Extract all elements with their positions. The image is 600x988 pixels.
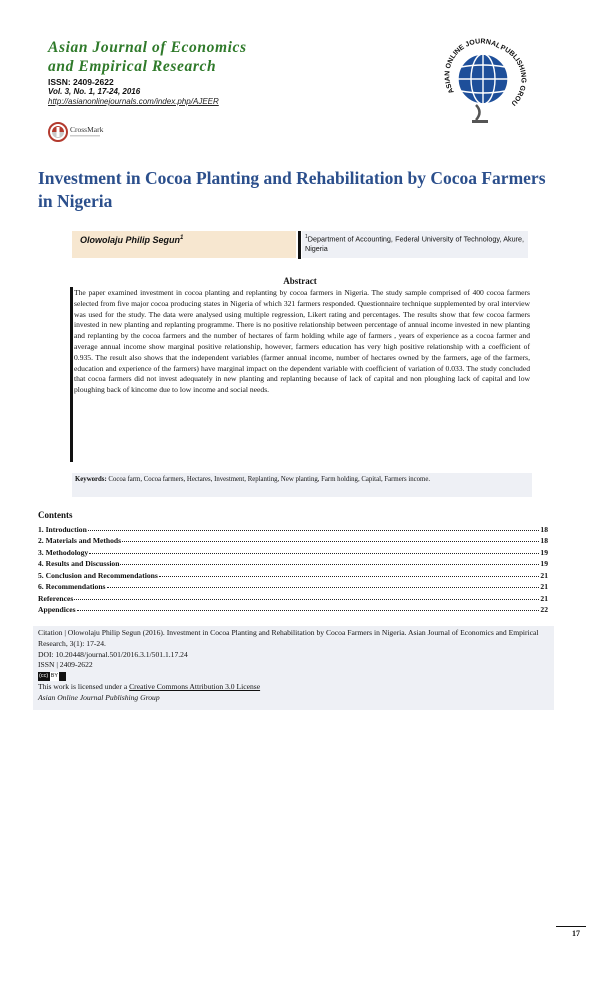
toc-item-recommendations[interactable]: 6. Recommendations 21 bbox=[38, 582, 548, 591]
citation-issn: ISSN | 2409-2622 bbox=[38, 660, 93, 670]
cc-license-badge[interactable]: (cc) BY bbox=[38, 672, 66, 681]
crossmark-label: CrossMark bbox=[70, 125, 104, 134]
keywords bbox=[75, 475, 529, 485]
publisher-name: Asian Online Journal Publishing Group bbox=[38, 692, 160, 702]
page-number: 17 bbox=[572, 929, 580, 938]
toc-item-introduction[interactable]: 1. Introduction 18 bbox=[38, 524, 548, 534]
toc-item-results-discussion[interactable]: 4. Results and Discussion 19 bbox=[38, 559, 548, 568]
journal-title-line1: Asian Journal of Economics bbox=[48, 39, 247, 56]
author-affiliation: $^1$Department of Accounting, Federal University of Technology, Akure, Nigeria bbox=[305, 234, 524, 253]
citation-block bbox=[38, 628, 548, 704]
toc-item-references[interactable]: References 21 bbox=[38, 593, 548, 603]
toc-item-methodology[interactable]: 3. Methodology 19 bbox=[38, 547, 548, 557]
license-link[interactable]: Creative Commons Attribution 3.0 License bbox=[129, 681, 261, 691]
journal-title-line2: and Empirical Research bbox=[48, 58, 217, 75]
journal-title bbox=[48, 38, 338, 76]
crossmark-icon bbox=[48, 121, 118, 143]
author-superscript: 1 bbox=[180, 235, 184, 241]
contents-heading: Contents bbox=[38, 510, 73, 520]
toc-item-materials-methods[interactable]: 2. Materials and Methods 18 bbox=[38, 536, 548, 545]
crossmark-badge[interactable] bbox=[48, 121, 118, 143]
journal-volume: Vol. 3, No. 1, 17-24, 2016 bbox=[48, 87, 141, 96]
toc-item-appendices[interactable]: Appendices 22 bbox=[38, 605, 548, 614]
affiliation-divider bbox=[298, 231, 301, 259]
journal-issn: ISSN: 2409-2622 bbox=[48, 77, 114, 87]
logo-text-left: ASIAN ONLINE JOURNAL bbox=[444, 38, 502, 95]
citation-doi: DOI: 10.20448/journal.501/2016.3.1/501.1.17.24 bbox=[38, 649, 188, 659]
keywords-text: Cocoa farm, Cocoa farmers, Hectares, Investment, Replanting, New planting, Farm holding, Capital, Farmers income. bbox=[108, 476, 431, 483]
table-of-contents bbox=[38, 522, 548, 614]
logo-text-right: PUBLISHING GROU bbox=[499, 44, 527, 107]
affiliation-superscript: 1 bbox=[305, 234, 308, 240]
author-name: Olowolaju Philip Segun$^1$ bbox=[80, 235, 184, 245]
citation-text: Citation | Olowolaju Philip Segun (2016). Investment in Cocoa Planting and Rehabilitation by Cocoa Farmers in Nigeria. Asian Journal of Economics and Empirical Research, 3(1): 17-24. bbox=[38, 628, 539, 648]
license-text: This work is licensed under a Creative Commons Attribution 3.0 License bbox=[38, 681, 261, 691]
abstract-heading: Abstract bbox=[283, 276, 317, 286]
article-title: Investment in Cocoa Planting and Rehabilitation by Cocoa Farmers in Nigeria bbox=[38, 168, 546, 211]
journal-meta bbox=[48, 77, 219, 107]
publisher-logo bbox=[438, 34, 528, 140]
page-number-rule bbox=[556, 926, 586, 927]
keywords-label: Keywords: bbox=[75, 476, 107, 483]
journal-url-link[interactable]: http://asianonlinejournals.com/index.php/AJEER bbox=[48, 97, 219, 106]
abstract-divider bbox=[70, 287, 73, 462]
abstract-text: The paper examined investment in cocoa planting and replanting by cocoa farmers in Nigeria. The study sample comprised of 400 cocoa farmers selected from five major cocoa producing states in Nigeria of which 321 farmers responded. Questionnaire technique supplemented by oral interview was used for the study. The data were analysed using multiple regression, Likert rating and percentages. The results show that few cocoa farmers invested in new planting and replanting programme. There is no positive relationship between percentage of annual income invested in new planting and replanting by the cocoa farmers and the number of hectares of farm holding while age of farmers , years of experience as a cocoa farmer and average annual income show marginal positive relationship, however, farmers education has very high positive relationship with a coefficient of 0.935. The result also shows that the independent variables (farmer annual income, number of hectares owned by the farmers, age of the farmers, education and experience of the farmers) have marginal impact on the dependent variable with coefficient of variation of 0.033. The study concluded that cocoa farmers did not invest adequately in new planting and replanting because of lack of capital and non ploughing lack of capital and low ploughing back of kincome due to low income and social needs. bbox=[74, 288, 530, 395]
toc-item-conclusion[interactable]: 5. Conclusion and Recommendations 21 bbox=[38, 570, 548, 580]
